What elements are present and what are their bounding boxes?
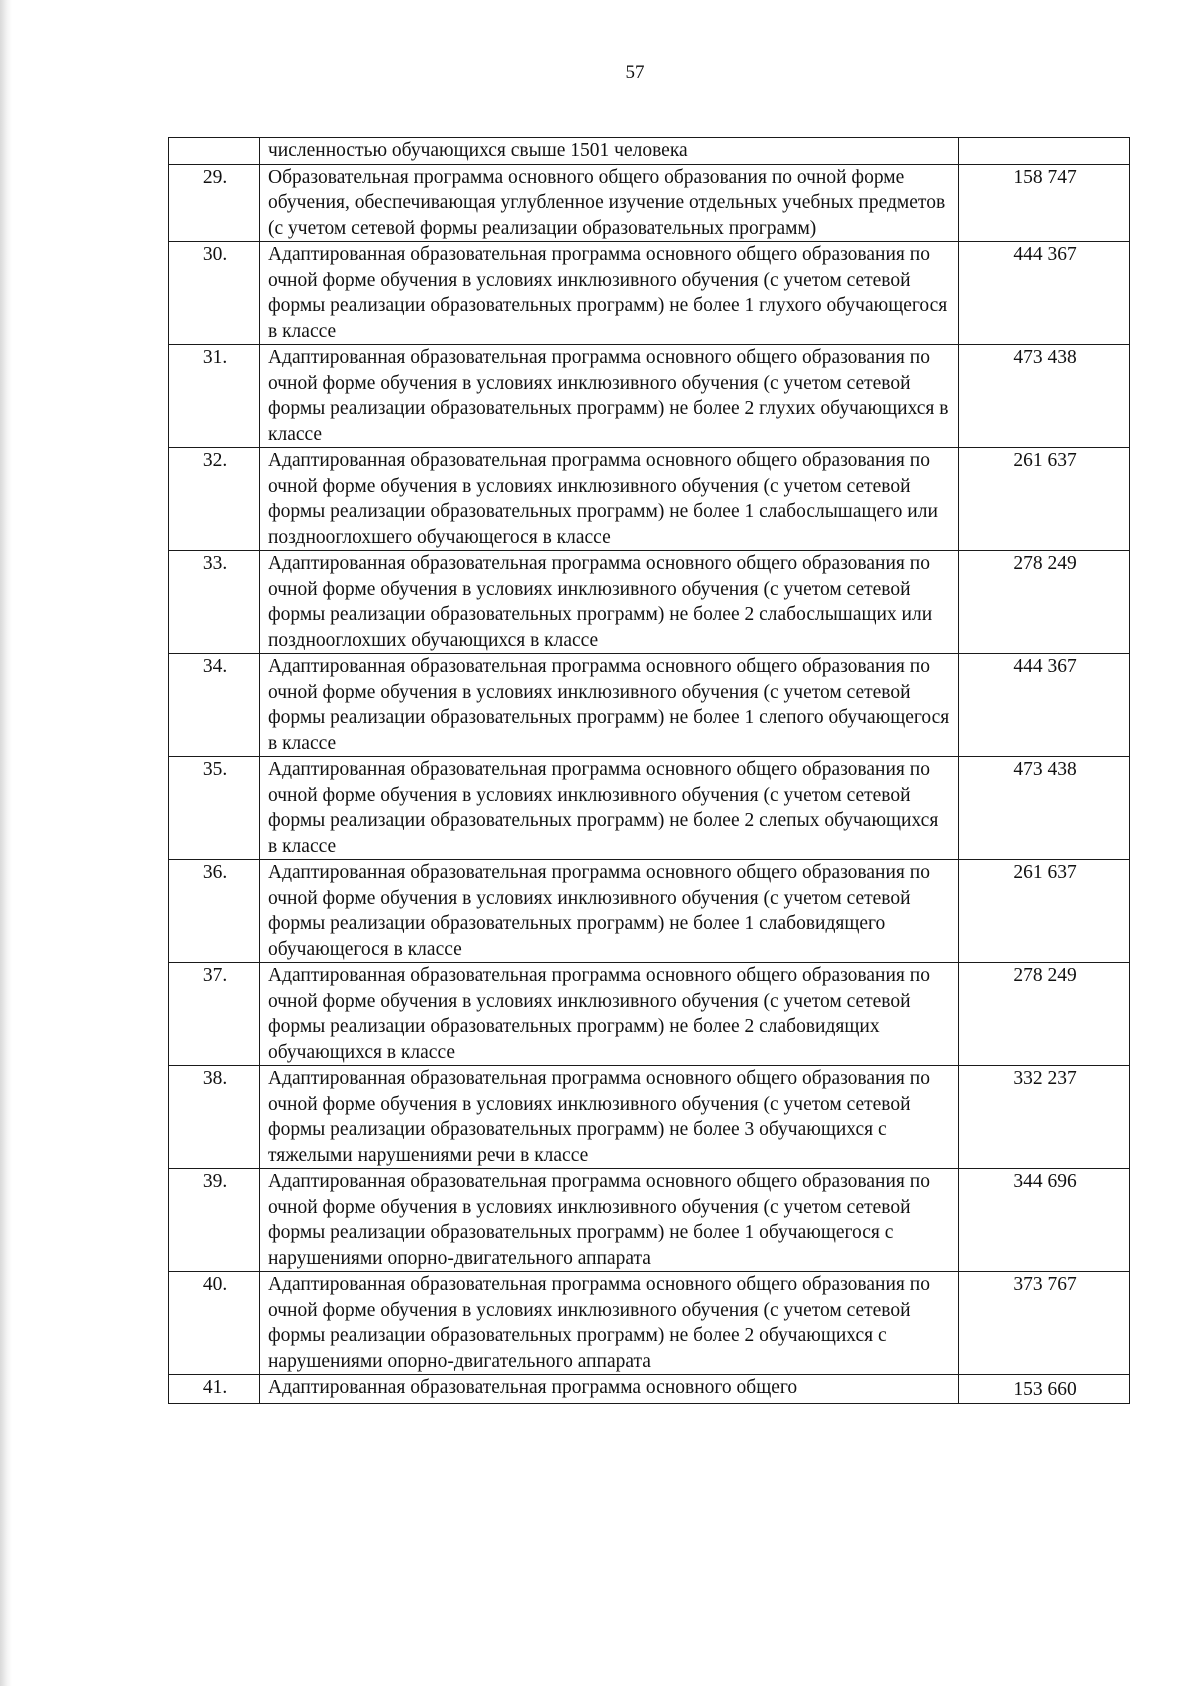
- row-number: 29.: [169, 164, 260, 242]
- row-value: 373 767: [959, 1272, 1130, 1375]
- row-value: 153 660: [959, 1375, 1130, 1404]
- row-description: Адаптированная образовательная программа основного общего образования по очной форме обучения в условиях инклюзивного обучения (с учетом сетевой формы реализации образовательных программ) не более 3 обучающихся с тяжелыми нарушениями речи в классе: [260, 1066, 959, 1169]
- row-description: Адаптированная образовательная программа основного общего образования по очной форме обучения в условиях инклюзивного обучения (с учетом сетевой формы реализации образовательных программ) не более 2 слабослышащих или позднооглохших обучающихся в классе: [260, 551, 959, 654]
- row-value: 444 367: [959, 242, 1130, 345]
- table-row: [169, 1272, 1130, 1375]
- row-description: Адаптированная образовательная программа основного общего образования по очной форме обучения в условиях инклюзивного обучения (с учетом сетевой формы реализации образовательных программ) не более 1 обучающегося с нарушениями опорно-двигательного аппарата: [260, 1169, 959, 1272]
- row-value: [959, 138, 1130, 165]
- row-description: Адаптированная образовательная программа основного общего: [260, 1375, 959, 1404]
- row-description: Адаптированная образовательная программа основного общего образования по очной форме обучения в условиях инклюзивного обучения (с учетом сетевой формы реализации образовательных программ) не более 2 слабовидящих обучающихся в классе: [260, 963, 959, 1066]
- row-value: 261 637: [959, 448, 1130, 551]
- row-number: 32.: [169, 448, 260, 551]
- page-number: 57: [625, 62, 645, 83]
- table-row: [169, 138, 1130, 165]
- row-value: 332 237: [959, 1066, 1130, 1169]
- scan-edge: [0, 0, 12, 1686]
- table-row: [169, 1169, 1130, 1272]
- table-row: [169, 242, 1130, 345]
- row-number: 33.: [169, 551, 260, 654]
- table-row: [169, 654, 1130, 757]
- row-description: Адаптированная образовательная программа основного общего образования по очной форме обучения в условиях инклюзивного обучения (с учетом сетевой формы реализации образовательных программ) не более 1 слепого обучающегося в классе: [260, 654, 959, 757]
- row-value: 344 696: [959, 1169, 1130, 1272]
- row-value: 473 438: [959, 757, 1130, 860]
- table-row: [169, 757, 1130, 860]
- cost-table: [168, 137, 1130, 1404]
- table-row: [169, 963, 1130, 1066]
- row-description: Адаптированная образовательная программа основного общего образования по очной форме обучения в условиях инклюзивного обучения (с учетом сетевой формы реализации образовательных программ) не более 1 глухого обучающегося в классе: [260, 242, 959, 345]
- row-number: 31.: [169, 345, 260, 448]
- row-number: 34.: [169, 654, 260, 757]
- row-number: 38.: [169, 1066, 260, 1169]
- row-value: 158 747: [959, 164, 1130, 242]
- row-value: 444 367: [959, 654, 1130, 757]
- row-number: 37.: [169, 963, 260, 1066]
- row-number: 40.: [169, 1272, 260, 1375]
- table-row: [169, 448, 1130, 551]
- table-row: [169, 551, 1130, 654]
- row-value: 261 637: [959, 860, 1130, 963]
- row-value: 278 249: [959, 551, 1130, 654]
- row-number: [169, 138, 260, 165]
- row-number: 39.: [169, 1169, 260, 1272]
- row-value: 278 249: [959, 963, 1130, 1066]
- row-value: 473 438: [959, 345, 1130, 448]
- table-row: [169, 1375, 1130, 1404]
- table-row: [169, 1066, 1130, 1169]
- row-description: Образовательная программа основного общего образования по очной форме обучения, обеспечивающая углубленное изучение отдельных учебных предметов (с учетом сетевой формы реализации образовательных программ): [260, 164, 959, 242]
- row-description: Адаптированная образовательная программа основного общего образования по очной форме обучения в условиях инклюзивного обучения (с учетом сетевой формы реализации образовательных программ) не более 1 слабослышащего или позднооглохшего обучающегося в классе: [260, 448, 959, 551]
- table-row: [169, 345, 1130, 448]
- row-number: 35.: [169, 757, 260, 860]
- row-number: 30.: [169, 242, 260, 345]
- row-description: Адаптированная образовательная программа основного общего образования по очной форме обучения в условиях инклюзивного обучения (с учетом сетевой формы реализации образовательных программ) не более 1 слабовидящего обучающегося в классе: [260, 860, 959, 963]
- row-description: численностью обучающихся свыше 1501 человека: [260, 138, 959, 165]
- row-number: 36.: [169, 860, 260, 963]
- table-row: [169, 860, 1130, 963]
- row-description: Адаптированная образовательная программа основного общего образования по очной форме обучения в условиях инклюзивного обучения (с учетом сетевой формы реализации образовательных программ) не более 2 глухих обучающихся в классе: [260, 345, 959, 448]
- row-number: 41.: [169, 1375, 260, 1404]
- row-description: Адаптированная образовательная программа основного общего образования по очной форме обучения в условиях инклюзивного обучения (с учетом сетевой формы реализации образовательных программ) не более 2 обучающихся с нарушениями опорно-двигательного аппарата: [260, 1272, 959, 1375]
- table-row: [169, 164, 1130, 242]
- row-description: Адаптированная образовательная программа основного общего образования по очной форме обучения в условиях инклюзивного обучения (с учетом сетевой формы реализации образовательных программ) не более 2 слепых обучающихся в классе: [260, 757, 959, 860]
